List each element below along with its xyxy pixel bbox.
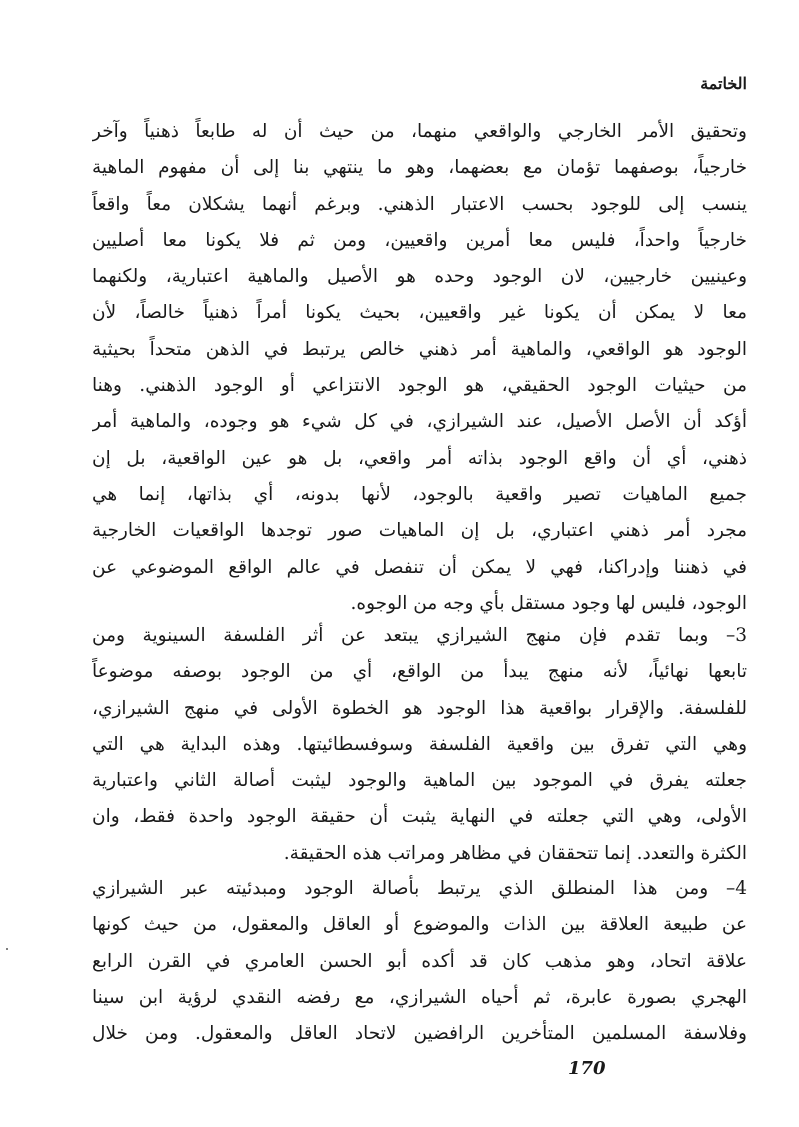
text-line: علاقة اتحاد، وهو مذهب كان قد أكده أبو الحسن العامري في القرن الرابع [92,950,747,972]
text-line: للفلسفة. والإقرار بواقعية هذا الوجود هو الخطوة الأولى في منهج الشيرازي، [92,697,747,719]
text-line: معا لا يمكن أن يكونا غير واقعيين، بحيث يكونا أمراً ذهنياً خالصاً، لأن [92,302,747,324]
text-line: 4– ومن هذا المنطلق الذي يرتبط بأصالة الوجود ومبدئيته عبر الشيرازي [92,878,747,899]
text-line: خارجياً، بوصفهما تؤمان مع بعضهما، وهو ما ينتهي بنا إلى أن مفهوم الماهية [92,157,747,179]
text-line: من حيثيات الوجود الحقيقي، هو الوجود الانتزاعي أو الوجود الذهني. وهنا [92,375,747,397]
text-line: جميع الماهيات تصير واقعية بالوجود، لأنها بدونه، أي بذاتها، إنما هي [92,483,747,505]
text-line: الهجري بصورة عابرة، ثم أحياه الشيرازي، مع رفضه النقدي لرؤية ابن سينا [92,986,747,1008]
paragraph-continuation [92,114,747,622]
text-line: وعينيين خارجيين، لان الوجود وحده هو الأصيل والماهية اعتبارية، ولكنهما [92,266,747,288]
margin-speck [6,948,8,950]
paragraph-point-3 [92,618,747,872]
text-line: وفلاسفة المسلمين المتأخرين الرافضين لاتحاد العاقل والمعقول. ومن خلال [92,1023,747,1045]
text-line: الوجود، فليس لها وجود مستقل بأي وجه من الوجوه. [350,592,747,614]
running-header: الخاتمة [700,74,747,93]
text-line: ينسب إلى للوجود بحسب الاعتبار الذهني. وبرغم أنهما يشكلان معاً واقعاً [92,193,747,215]
paragraph-point-4 [92,871,747,1052]
text-line: ذهني، أي أن واقع الوجود بذاته أمر واقعي، بل هو عين الواقعية، بل إن [92,447,747,469]
text-line: الأولى، وهي التي جعلته في النهاية يثبت أن حقيقة الوجود واحدة فقط، وان [92,806,747,828]
text-line: خارجياً واحداً، فليس معا أمرين واقعيين، ومن ثم فلا يكونا معا أصليين [92,229,747,251]
text-line: جعلته يفرق في الموجود بين الماهية والوجود ليثبت أصالة الثاني واعتبارية [92,770,747,792]
text-line: تابعها نهائياً، لأنه منهج يبدأ من الواقع، أي من الوجود بوصفه موضوعاً [92,661,747,683]
text-line: عن طبيعة العلاقة بين الذات والموضوع أو العاقل والمعقول، من حيث كونها [92,914,747,936]
text-line: 3– وبما تقدم فإن منهج الشيرازي يبتعد عن أثر الفلسفة السينوية ومن [92,625,747,646]
text-line: الوجود هو الواقعي، والماهية أمر ذهني خالص يرتبط في الذهن متحداً بحيثية [92,338,747,360]
text-line: الكثرة والتعدد. إنما تتحققان في مظاهر ومراتب هذه الحقيقة. [283,842,747,864]
text-line: وتحقيق الأمر الخارجي والواقعي منهما، من حيث أن له طابعاً ذهنياً وآخر [92,121,747,142]
text-line: في ذهننا وإدراكنا، فهي لا يمكن أن تنفصل في عالم الواقع الموضوعي عن [92,556,747,578]
text-line: مجرد أمر ذهني اعتباري، بل إن الماهيات صور توجدها الواقعيات الخارجية [92,520,747,542]
text-line: وهي التي تفرق بين واقعية الفلسفة وسوفسطائيتها. وهذه البداية هي التي [92,733,747,755]
page-number: 170 [568,1058,606,1079]
text-line: أؤكد أن الأصل الأصيل، عند الشيرازي، في كل شيء هو وجوده، والماهية أمر [92,411,747,433]
